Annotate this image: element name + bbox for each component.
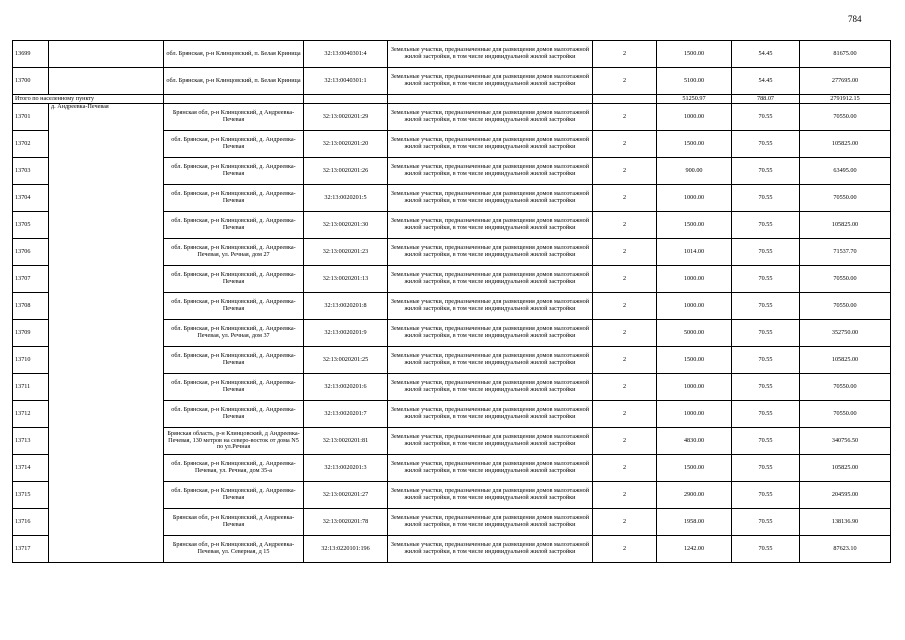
row-area: 2900.00 (657, 482, 732, 509)
row-cadastral-value: 340756.50 (800, 428, 891, 455)
row-id: 13709 (13, 320, 49, 347)
row-rate: 70.55 (732, 482, 800, 509)
row-cadastral-value: 81675.00 (800, 41, 891, 68)
row-area: 1500.00 (657, 131, 732, 158)
rows-after (13, 104, 891, 563)
row-id: 13708 (13, 293, 49, 320)
row-id: 13704 (13, 185, 49, 212)
row-address: Брянская обл, р-н Клинцовский, д Андреевка-Печевая, ул. Северная, д 15 (164, 536, 304, 563)
row-cadastral-number: 32:13:0020201:30 (304, 212, 388, 239)
row-area: 900.00 (657, 158, 732, 185)
row-cadastral-value: 87623.10 (800, 536, 891, 563)
row-area: 1000.00 (657, 293, 732, 320)
row-land-purpose: Земельные участки, предназначенные для размещения домов малоэтажной жилой застройки, в том числе индивидуальной жилой застройки (388, 212, 593, 239)
row-cadastral-number: 32:13:0020201:78 (304, 509, 388, 536)
row-group: 2 (593, 374, 657, 401)
row-area: 1000.00 (657, 104, 732, 131)
row-cadastral-value: 70550.00 (800, 293, 891, 320)
row-group: 2 (593, 212, 657, 239)
row-land-purpose: Земельные участки, предназначенные для размещения домов малоэтажной жилой застройки, в том числе индивидуальной жилой застройки (388, 347, 593, 374)
row-land-purpose: Земельные участки, предназначенные для размещения домов малоэтажной жилой застройки, в том числе индивидуальной жилой застройки (388, 509, 593, 536)
row-address: Брянская обл, р-н Клинцовский, д Андреевка-Печевая (164, 509, 304, 536)
row-rate: 70.55 (732, 401, 800, 428)
row-address: обл. Брянская, р-н Клинцовский, д. Андреевка-Печевая (164, 212, 304, 239)
row-cadastral-value: 70550.00 (800, 401, 891, 428)
row-land-purpose: Земельные участки, предназначенные для размещения домов малоэтажной жилой застройки, в том числе индивидуальной жилой застройки (388, 158, 593, 185)
row-rate: 70.55 (732, 347, 800, 374)
row-id: 13712 (13, 401, 49, 428)
row-cadastral-value: 63495.00 (800, 158, 891, 185)
row-cadastral-number: 32:13:0020201:7 (304, 401, 388, 428)
row-cadastral-number: 32:13:0020201:23 (304, 239, 388, 266)
row-rate: 70.55 (732, 185, 800, 212)
row-group: 2 (593, 320, 657, 347)
land-registry-table (12, 40, 891, 563)
row-id: 13715 (13, 482, 49, 509)
row-group: 2 (593, 347, 657, 374)
row-address: обл. Брянская, р-н Клинцовский, д. Андреевка-Печевая, ул. Речная, дом 35-а (164, 455, 304, 482)
row-area: 1242.00 (657, 536, 732, 563)
row-id: 13713 (13, 428, 49, 455)
row-address: обл. Брянская, р-н Клинцовский, д. Андреевка-Печевая (164, 158, 304, 185)
row-address: обл. Брянская, р-н Клинцовский, д. Андреевка-Печевая (164, 131, 304, 158)
row-land-purpose: Земельные участки, предназначенные для размещения домов малоэтажной жилой застройки, в том числе индивидуальной жилой застройки (388, 131, 593, 158)
row-cadastral-value: 70550.00 (800, 266, 891, 293)
row-id: 13711 (13, 374, 49, 401)
row-locality (49, 68, 164, 95)
row-area: 5100.00 (657, 68, 732, 95)
table-row (13, 68, 891, 95)
row-id: 13702 (13, 131, 49, 158)
row-land-purpose: Земельные участки, предназначенные для размещения домов малоэтажной жилой застройки, в том числе индивидуальной жилой застройки (388, 104, 593, 131)
row-area: 1000.00 (657, 185, 732, 212)
total-value: 2791912.15 (800, 95, 891, 104)
locality-total-row (13, 95, 891, 104)
page-number: 784 (848, 14, 862, 24)
row-cadastral-number: 32:13:0040301:1 (304, 68, 388, 95)
row-group: 2 (593, 239, 657, 266)
row-cadastral-number: 32:13:0020201:27 (304, 482, 388, 509)
row-rate: 70.55 (732, 104, 800, 131)
row-address: обл. Брянская, р-н Клинцовский, п. Белая Криница (164, 41, 304, 68)
row-land-purpose: Земельные участки, предназначенные для размещения домов малоэтажной жилой застройки, в том числе индивидуальной жилой застройки (388, 239, 593, 266)
row-address: обл. Брянская, р-н Клинцовский, д. Андреевка-Печевая (164, 185, 304, 212)
row-rate: 70.55 (732, 536, 800, 563)
row-land-purpose: Земельные участки, предназначенные для размещения домов малоэтажной жилой застройки, в том числе индивидуальной жилой застройки (388, 536, 593, 563)
row-cadastral-number: 32:13:0020201:6 (304, 374, 388, 401)
row-address: обл. Брянская, р-н Клинцовский, д. Андреевка-Печевая (164, 347, 304, 374)
row-land-purpose: Земельные участки, предназначенные для размещения домов малоэтажной жилой застройки, в том числе индивидуальной жилой застройки (388, 68, 593, 95)
total-area: 51250.97 (657, 95, 732, 104)
row-cadastral-number: 32:13:0020201:20 (304, 131, 388, 158)
row-cadastral-number: 32:13:0020201:13 (304, 266, 388, 293)
row-group: 2 (593, 509, 657, 536)
row-cadastral-value: 204595.00 (800, 482, 891, 509)
row-area: 1014.00 (657, 239, 732, 266)
row-rate: 70.55 (732, 158, 800, 185)
row-id: 13707 (13, 266, 49, 293)
row-area: 4830.00 (657, 428, 732, 455)
row-cadastral-number: 32:13:0020201:81 (304, 428, 388, 455)
row-group: 2 (593, 185, 657, 212)
row-address: обл. Брянская, р-н Клинцовский, д. Андреевка-Печевая (164, 482, 304, 509)
total-label: Итого по населенному пункту (13, 95, 164, 104)
table-row (13, 104, 891, 131)
row-land-purpose: Земельные участки, предназначенные для размещения домов малоэтажной жилой застройки, в том числе индивидуальной жилой застройки (388, 428, 593, 455)
row-group: 2 (593, 41, 657, 68)
row-land-purpose: Земельные участки, предназначенные для размещения домов малоэтажной жилой застройки, в том числе индивидуальной жилой застройки (388, 293, 593, 320)
row-rate: 70.55 (732, 212, 800, 239)
row-area: 1958.00 (657, 509, 732, 536)
row-cadastral-value: 277695.00 (800, 68, 891, 95)
row-land-purpose: Земельные участки, предназначенные для размещения домов малоэтажной жилой застройки, в том числе индивидуальной жилой застройки (388, 320, 593, 347)
row-address: обл. Брянская, р-н Клинцовский, д. Андреевка-Печевая (164, 401, 304, 428)
row-area: 1000.00 (657, 266, 732, 293)
row-cadastral-number: 32:13:0020201:8 (304, 293, 388, 320)
row-area: 1000.00 (657, 401, 732, 428)
row-cadastral-value: 70550.00 (800, 374, 891, 401)
row-rate: 70.55 (732, 428, 800, 455)
row-cadastral-number: 32:13:0020201:5 (304, 185, 388, 212)
row-id: 13705 (13, 212, 49, 239)
row-cadastral-value: 70550.00 (800, 185, 891, 212)
row-address: обл. Брянская, р-н Клинцовский, д. Андреевка-Печевая (164, 266, 304, 293)
row-rate: 54.45 (732, 68, 800, 95)
row-group: 2 (593, 68, 657, 95)
row-rate: 70.55 (732, 374, 800, 401)
row-land-purpose: Земельные участки, предназначенные для размещения домов малоэтажной жилой застройки, в том числе индивидуальной жилой застройки (388, 455, 593, 482)
row-group: 2 (593, 455, 657, 482)
row-id: 13701 (13, 104, 49, 131)
row-cadastral-number: 32:13:0020201:26 (304, 158, 388, 185)
row-rate: 70.55 (732, 239, 800, 266)
row-area: 1500.00 (657, 41, 732, 68)
row-address: Брянская область, р-н Клинцовский, д Андреевка-Печевая, 130 метров на северо-восток от дома N5 по ул.Речная (164, 428, 304, 455)
section-locality: д. Андреевка-Печевая (49, 104, 164, 563)
row-group: 2 (593, 401, 657, 428)
row-cadastral-number: 32:13:0220101:196 (304, 536, 388, 563)
row-group: 2 (593, 158, 657, 185)
row-cadastral-value: 71537.70 (800, 239, 891, 266)
row-locality (49, 41, 164, 68)
row-group: 2 (593, 428, 657, 455)
row-rate: 70.55 (732, 293, 800, 320)
row-area: 1500.00 (657, 455, 732, 482)
row-area: 1000.00 (657, 374, 732, 401)
row-rate: 54.45 (732, 41, 800, 68)
row-group: 2 (593, 266, 657, 293)
row-area: 1500.00 (657, 212, 732, 239)
row-cadastral-value: 105825.00 (800, 347, 891, 374)
row-id: 13700 (13, 68, 49, 95)
row-address: обл. Брянская, р-н Клинцовский, п. Белая Криница (164, 68, 304, 95)
table-row (13, 41, 891, 68)
row-id: 13714 (13, 455, 49, 482)
total-rate: 788.07 (732, 95, 800, 104)
row-cadastral-value: 105825.00 (800, 131, 891, 158)
row-land-purpose: Земельные участки, предназначенные для размещения домов малоэтажной жилой застройки, в том числе индивидуальной жилой застройки (388, 374, 593, 401)
row-address: обл. Брянская, р-н Клинцовский, д. Андреевка-Печевая, ул. Речная, дом 37 (164, 320, 304, 347)
row-cadastral-value: 105825.00 (800, 212, 891, 239)
row-rate: 70.55 (732, 455, 800, 482)
row-id: 13703 (13, 158, 49, 185)
row-group: 2 (593, 104, 657, 131)
row-cadastral-number: 32:13:0020201:25 (304, 347, 388, 374)
row-cadastral-value: 138136.90 (800, 509, 891, 536)
row-rate: 70.55 (732, 509, 800, 536)
row-land-purpose: Земельные участки, предназначенные для размещения домов малоэтажной жилой застройки, в том числе индивидуальной жилой застройки (388, 185, 593, 212)
total-section (13, 95, 891, 104)
row-id: 13716 (13, 509, 49, 536)
row-cadastral-number: 32:13:0020201:29 (304, 104, 388, 131)
row-address: обл. Брянская, р-н Клинцовский, д. Андреевка-Печевая (164, 374, 304, 401)
row-rate: 70.55 (732, 266, 800, 293)
row-address: Брянская обл, р-н Клинцовский, д Андреевка-Печевая (164, 104, 304, 131)
row-cadastral-value: 352750.00 (800, 320, 891, 347)
row-group: 2 (593, 131, 657, 158)
row-address: обл. Брянская, р-н Клинцовский, д. Андреевка-Печевая (164, 293, 304, 320)
row-area: 1500.00 (657, 347, 732, 374)
row-rate: 70.55 (732, 320, 800, 347)
row-group: 2 (593, 293, 657, 320)
row-cadastral-number: 32:13:0020201:9 (304, 320, 388, 347)
row-land-purpose: Земельные участки, предназначенные для размещения домов малоэтажной жилой застройки, в том числе индивидуальной жилой застройки (388, 401, 593, 428)
row-cadastral-number: 32:13:0020201:3 (304, 455, 388, 482)
row-id: 13699 (13, 41, 49, 68)
row-cadastral-number: 32:13:0040301:4 (304, 41, 388, 68)
row-rate: 70.55 (732, 131, 800, 158)
row-id: 13710 (13, 347, 49, 374)
row-land-purpose: Земельные участки, предназначенные для размещения домов малоэтажной жилой застройки, в том числе индивидуальной жилой застройки (388, 482, 593, 509)
row-group: 2 (593, 482, 657, 509)
row-land-purpose: Земельные участки, предназначенные для размещения домов малоэтажной жилой застройки, в том числе индивидуальной жилой застройки (388, 41, 593, 68)
rows-before (13, 41, 891, 95)
row-land-purpose: Земельные участки, предназначенные для размещения домов малоэтажной жилой застройки, в том числе индивидуальной жилой застройки (388, 266, 593, 293)
row-id: 13717 (13, 536, 49, 563)
row-cadastral-value: 70550.00 (800, 104, 891, 131)
row-id: 13706 (13, 239, 49, 266)
row-area: 5000.00 (657, 320, 732, 347)
row-group: 2 (593, 536, 657, 563)
row-cadastral-value: 105825.00 (800, 455, 891, 482)
row-address: обл. Брянская, р-н Клинцовский, д. Андреевка-Печевая, ул. Речная, дом 27 (164, 239, 304, 266)
